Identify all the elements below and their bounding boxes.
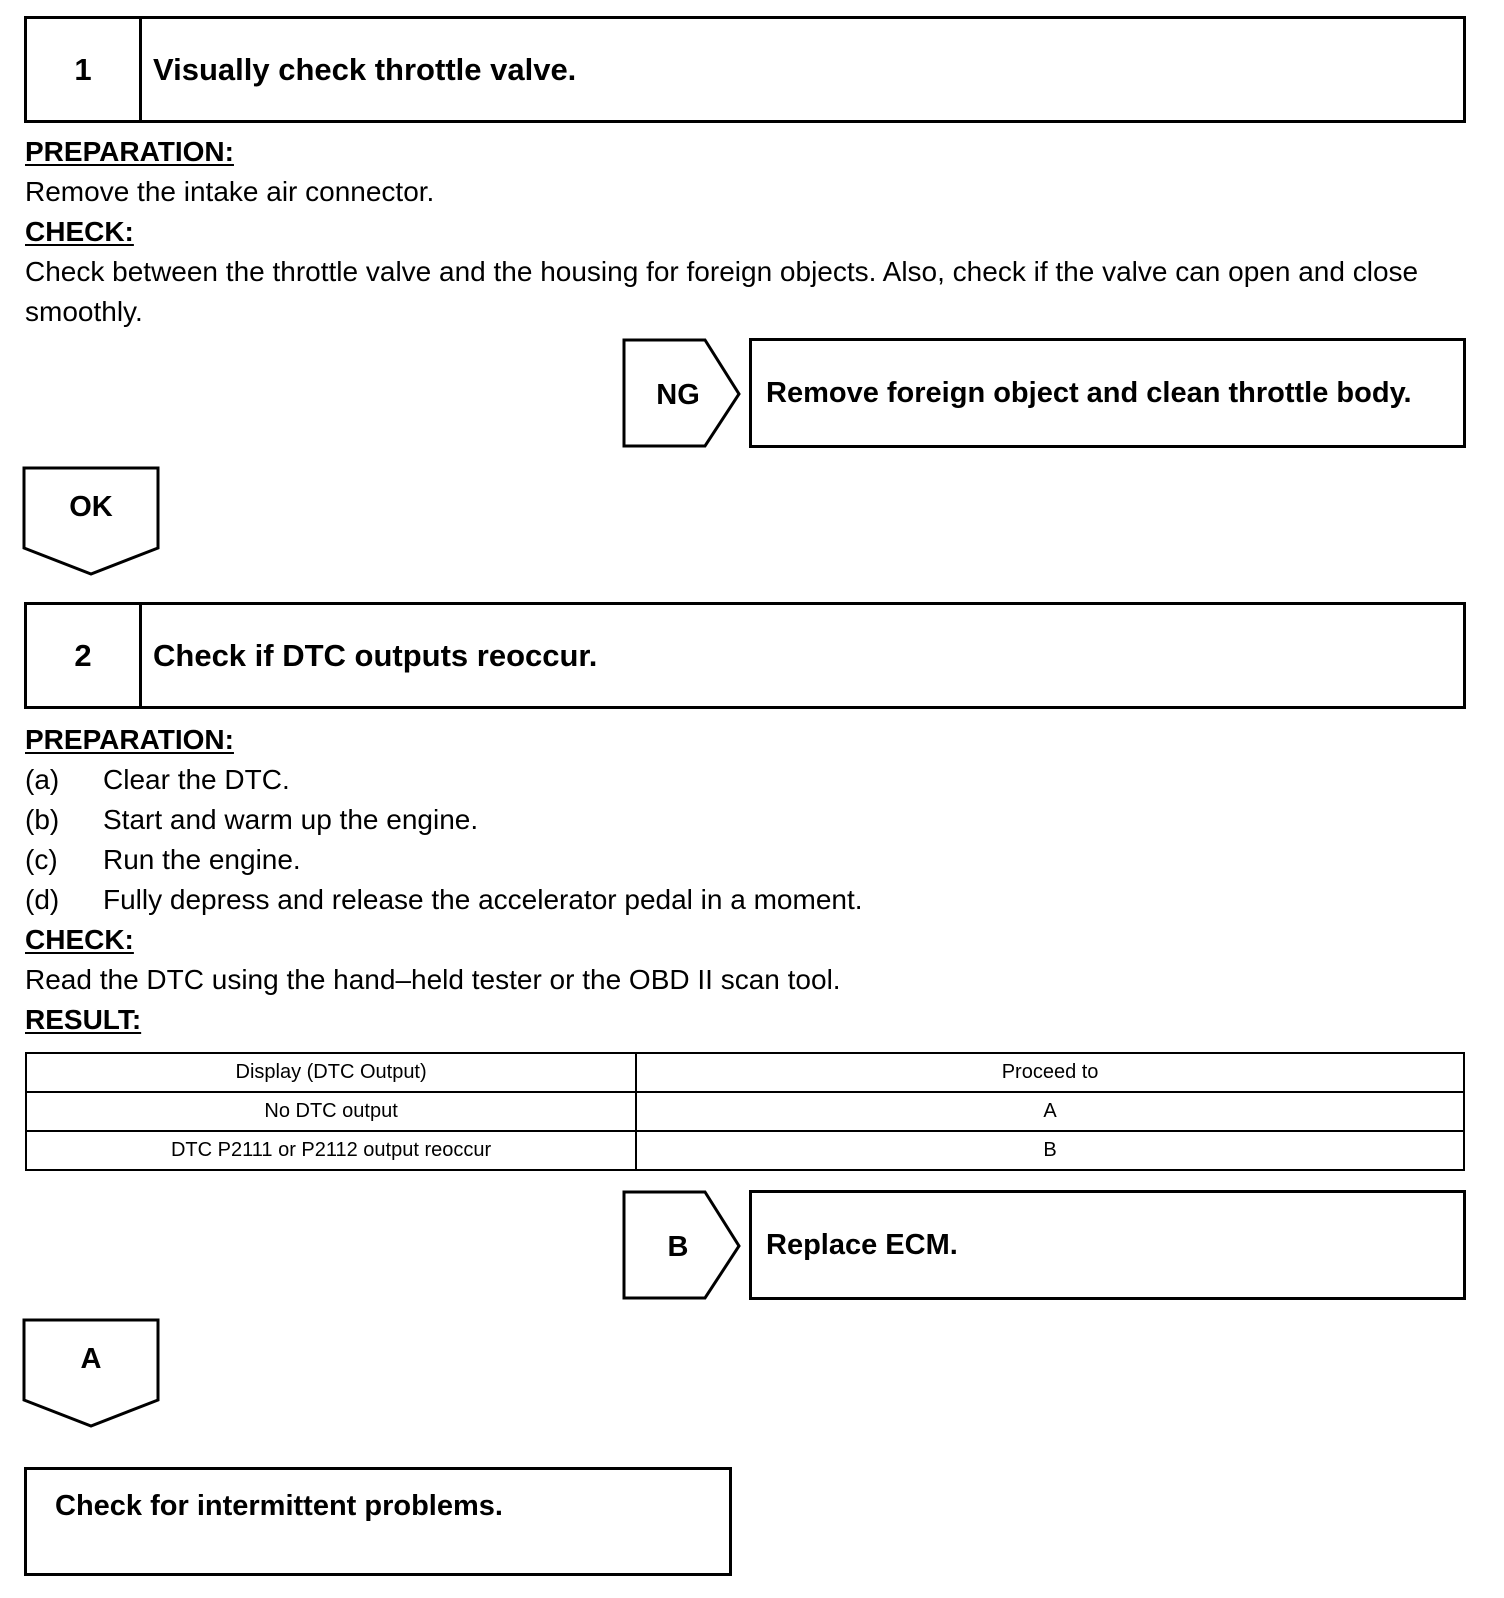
final-action-box <box>24 1467 732 1576</box>
step-2-preparation-heading: PREPARATION: <box>25 724 234 755</box>
step-2-check-heading: CHECK: <box>25 924 134 955</box>
prep-item-b <box>25 800 478 840</box>
a-arrow <box>22 1318 162 1430</box>
prep-item-label: (d) <box>25 884 60 915</box>
step-1-check-heading: CHECK: <box>25 216 134 247</box>
prep-item-text: Run the engine. <box>103 844 301 875</box>
table-header-row <box>26 1053 1464 1092</box>
a-label: A <box>80 1343 102 1375</box>
ng-action-box: Remove foreign object and clean throttle body. <box>749 338 1466 448</box>
table-cell: B <box>636 1131 1464 1170</box>
prep-item-c <box>25 840 301 880</box>
final-action-text: Check for intermittent problems. <box>55 1490 503 1522</box>
ng-arrow <box>622 338 748 450</box>
step-2-check-text: Read the DTC using the hand–held tester or the OBD II scan tool. <box>25 964 841 995</box>
step-1-preparation-heading: PREPARATION: <box>25 136 234 167</box>
step-1-number: 1 <box>27 19 142 120</box>
ng-label: NG <box>656 379 700 411</box>
prep-item-a <box>25 760 290 800</box>
step-2-result-heading: RESULT: <box>25 1004 142 1035</box>
step-1-check-text: Check between the throttle valve and the housing for foreign objects. Also, check if the valve can open and close smoothly. <box>25 256 1419 327</box>
prep-item-d <box>25 880 863 920</box>
prep-item-text: Start and warm up the engine. <box>103 804 479 835</box>
table-cell: A <box>636 1092 1464 1131</box>
prep-item-label: (a) <box>25 764 60 795</box>
step-2-title: Check if DTC outputs reoccur. <box>153 637 598 673</box>
b-label: B <box>667 1231 689 1263</box>
step-1-preparation-text: Remove the intake air connector. <box>25 176 435 207</box>
prep-item-label: (b) <box>25 804 60 835</box>
ok-arrow <box>22 466 162 578</box>
b-action-box: Replace ECM. <box>749 1190 1466 1300</box>
table-row <box>26 1092 1464 1131</box>
table-cell: DTC P2111 or P2112 output reoccur <box>26 1131 636 1170</box>
b-arrow <box>622 1190 748 1302</box>
table-header-cell: Display (DTC Output) <box>26 1053 636 1092</box>
table-row <box>26 1131 1464 1170</box>
ok-label: OK <box>69 491 113 523</box>
prep-item-label: (c) <box>25 844 58 875</box>
step-2-header <box>24 602 1466 709</box>
step-1-title: Visually check throttle valve. <box>153 51 577 87</box>
result-table <box>25 1052 1465 1171</box>
step-1-header <box>24 16 1466 123</box>
table-header-cell: Proceed to <box>636 1053 1464 1092</box>
prep-item-text: Clear the DTC. <box>103 764 290 795</box>
prep-item-text: Fully depress and release the accelerator pedal in a moment. <box>103 884 863 915</box>
step-2-number: 2 <box>27 605 142 706</box>
table-cell: No DTC output <box>26 1092 636 1131</box>
